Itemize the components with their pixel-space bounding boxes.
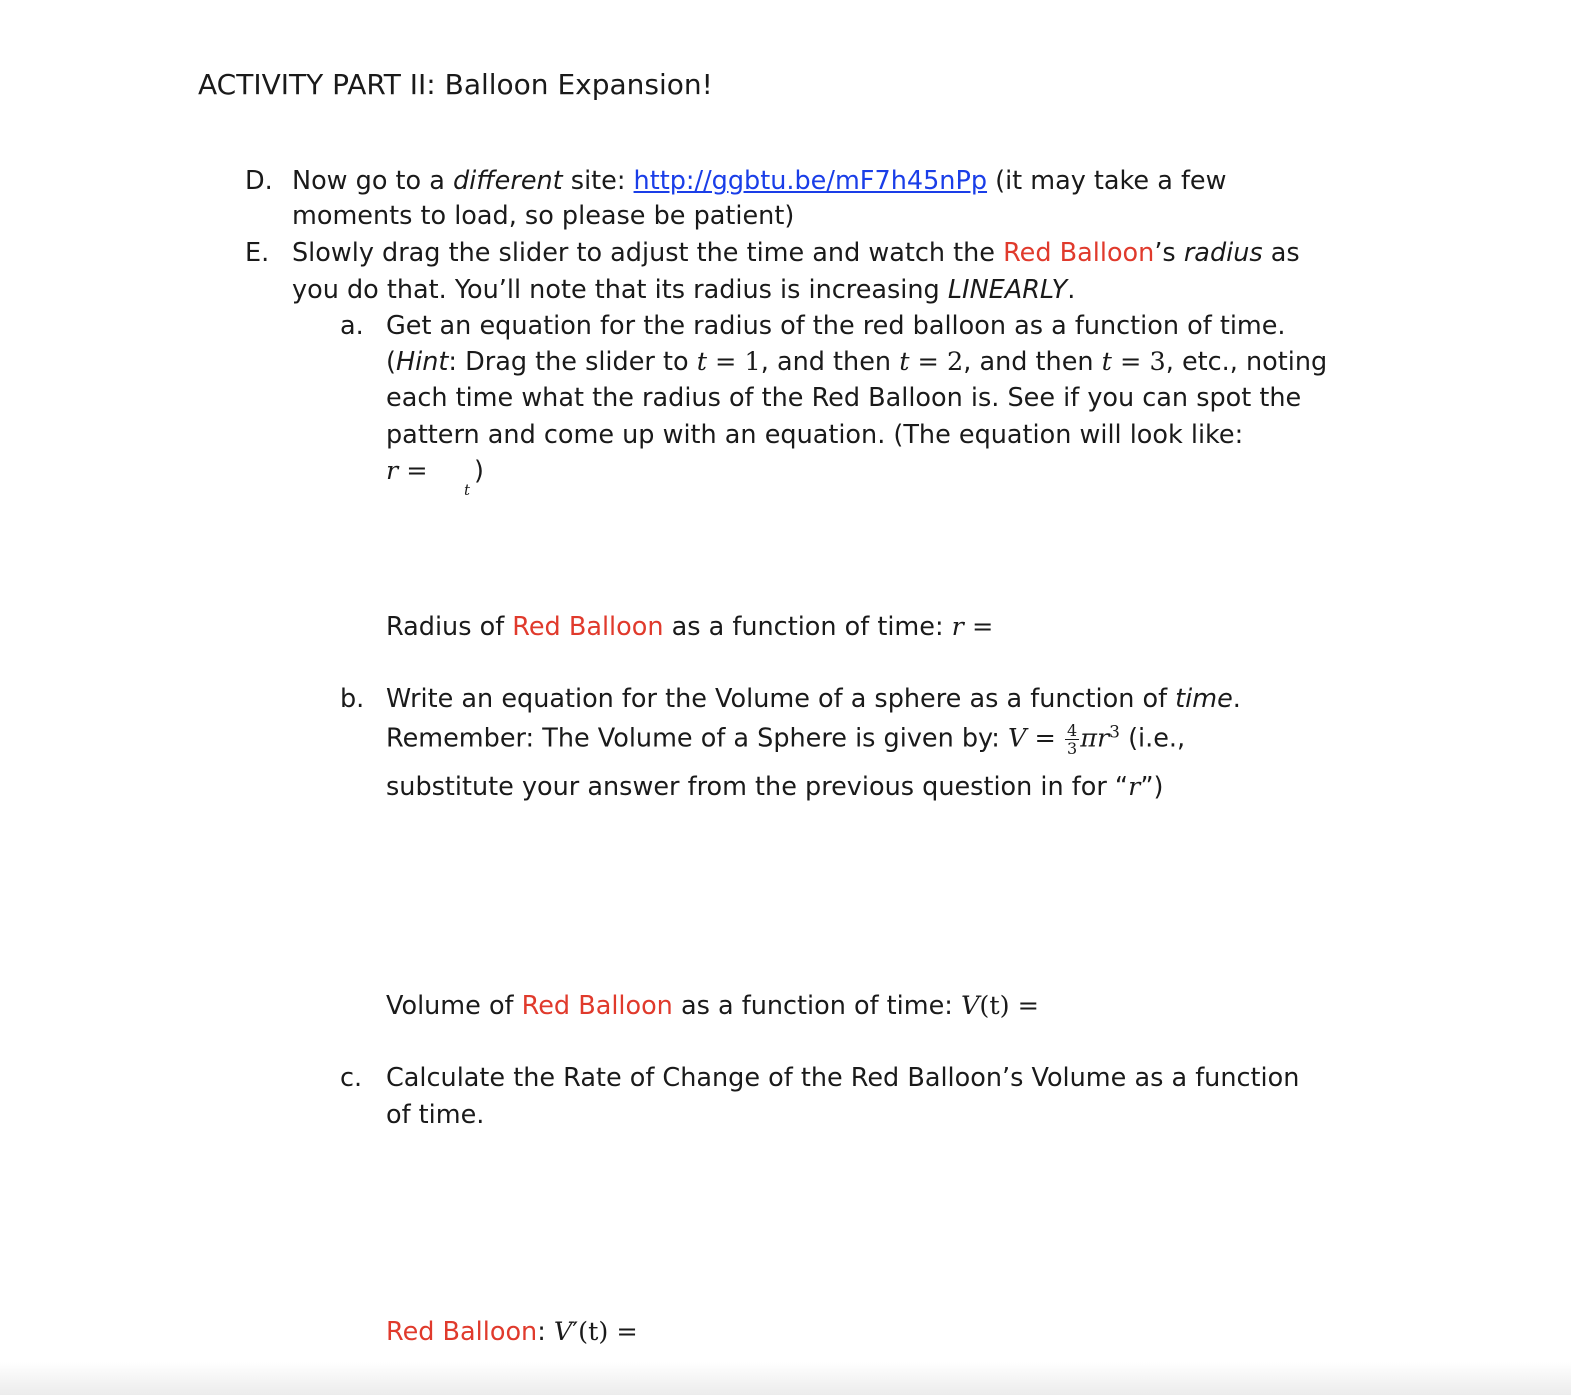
text: : xyxy=(537,1317,554,1347)
emphasis: LINEARLY xyxy=(947,275,1068,305)
text: , and then xyxy=(963,347,1102,377)
hint-label: Hint xyxy=(395,347,449,377)
math-var-V: V xyxy=(960,991,980,1021)
math-var-r: r xyxy=(951,612,964,642)
text: ’s xyxy=(1154,238,1184,268)
emphasis: radius xyxy=(1183,238,1263,268)
item-a-line3: each time what the radius of the Red Balloon is. See if you can spot the xyxy=(386,383,1302,413)
item-a-line5 xyxy=(386,456,428,486)
math-eq: = xyxy=(963,612,994,642)
item-c-line1: Calculate the Rate of Change of the Red Balloon’s Volume as a function xyxy=(386,1063,1300,1093)
math-var-V: V xyxy=(1008,723,1027,754)
text: site: xyxy=(562,166,634,196)
geogebra-link[interactable]: http://ggbtu.be/mF7h45nPp xyxy=(633,166,988,196)
item-a-line2 xyxy=(386,347,1327,377)
math-eq: (t) = xyxy=(979,991,1040,1021)
item-e-line2 xyxy=(292,275,1075,305)
text: substitute your answer from the previous question in for “ xyxy=(386,772,1129,802)
text: ( xyxy=(386,347,396,377)
math-var-r: r xyxy=(1128,772,1141,802)
text: as a function of time: xyxy=(663,612,952,642)
item-b-marker: b. xyxy=(340,684,365,714)
item-e-line1 xyxy=(292,238,1300,268)
fraction-denominator: 3 xyxy=(1067,739,1078,758)
math-pi-r: πr xyxy=(1080,723,1110,754)
math-eq: = 3 xyxy=(1111,347,1166,377)
text: Radius of xyxy=(386,612,513,642)
math-var-t: t xyxy=(899,347,910,377)
math-eq: = 2 xyxy=(909,347,964,377)
item-b-line2 xyxy=(386,722,1185,757)
text: . xyxy=(1232,684,1241,714)
item-a-marker: a. xyxy=(340,311,364,341)
text: as xyxy=(1262,238,1300,268)
math-exponent: 3 xyxy=(1109,722,1120,743)
item-a-answer xyxy=(386,612,993,642)
item-b-answer xyxy=(386,991,1039,1021)
math-var-t: t xyxy=(696,347,707,377)
text: Slowly drag the slider to adjust the time and watch the xyxy=(292,238,1004,268)
item-c-answer xyxy=(386,1317,638,1347)
item-a-line1: Get an equation for the radius of the red balloon as a function of time. xyxy=(386,311,1286,341)
text: (it may take a few xyxy=(987,166,1227,196)
text: Now go to a xyxy=(292,166,453,196)
math-eq: = 1 xyxy=(706,347,761,377)
item-d-line1 xyxy=(292,166,1226,196)
fraction-four-thirds xyxy=(1065,722,1079,757)
item-c-marker: c. xyxy=(340,1063,363,1093)
item-d-line2: moments to load, so please be patient) xyxy=(292,201,795,231)
page-bottom-shadow xyxy=(0,1362,1571,1395)
item-a-line5-t: t xyxy=(464,481,471,499)
text: : Drag the slider to xyxy=(448,347,697,377)
item-a-line4: pattern and come up with an equation. (The equation will look like: xyxy=(386,420,1244,450)
item-c-line2: of time. xyxy=(386,1100,485,1130)
math-var-r: r xyxy=(386,456,399,486)
text: you do that. You’ll note that its radius is increasing xyxy=(292,275,948,305)
text: as a function of time: xyxy=(672,991,961,1021)
text: Write an equation for the Volume of a sphere as a function of xyxy=(386,684,1176,714)
item-e-marker: E. xyxy=(245,238,270,268)
text: , etc., noting xyxy=(1165,347,1328,377)
red-balloon-label: Red Balloon xyxy=(1003,238,1155,268)
fraction-numerator: 4 xyxy=(1067,721,1078,740)
item-b-line1 xyxy=(386,684,1241,714)
text: Volume of xyxy=(386,991,522,1021)
item-a-line5-paren: ) xyxy=(474,456,484,486)
text: ”) xyxy=(1140,772,1164,802)
emphasis: different xyxy=(452,166,563,196)
math-eq: = xyxy=(398,456,428,486)
text: , and then xyxy=(760,347,900,377)
emphasis: time xyxy=(1175,684,1233,714)
text: Remember: The Volume of a Sphere is given by: xyxy=(386,723,1008,754)
math-eq: = xyxy=(1026,723,1064,754)
text: (i.e., xyxy=(1119,723,1186,754)
red-balloon-label: Red Balloon xyxy=(521,991,673,1021)
text: . xyxy=(1067,275,1076,305)
item-d-marker: D. xyxy=(245,166,273,196)
item-b-line3 xyxy=(386,772,1164,802)
math-var-V: V xyxy=(553,1317,573,1347)
red-balloon-label: Red Balloon xyxy=(386,1317,538,1347)
math-var-t: t xyxy=(1101,347,1112,377)
red-balloon-label: Red Balloon xyxy=(512,612,664,642)
page-title: ACTIVITY PART II: Balloon Expansion! xyxy=(198,68,713,101)
math-eq: ′(t) = xyxy=(572,1317,638,1347)
